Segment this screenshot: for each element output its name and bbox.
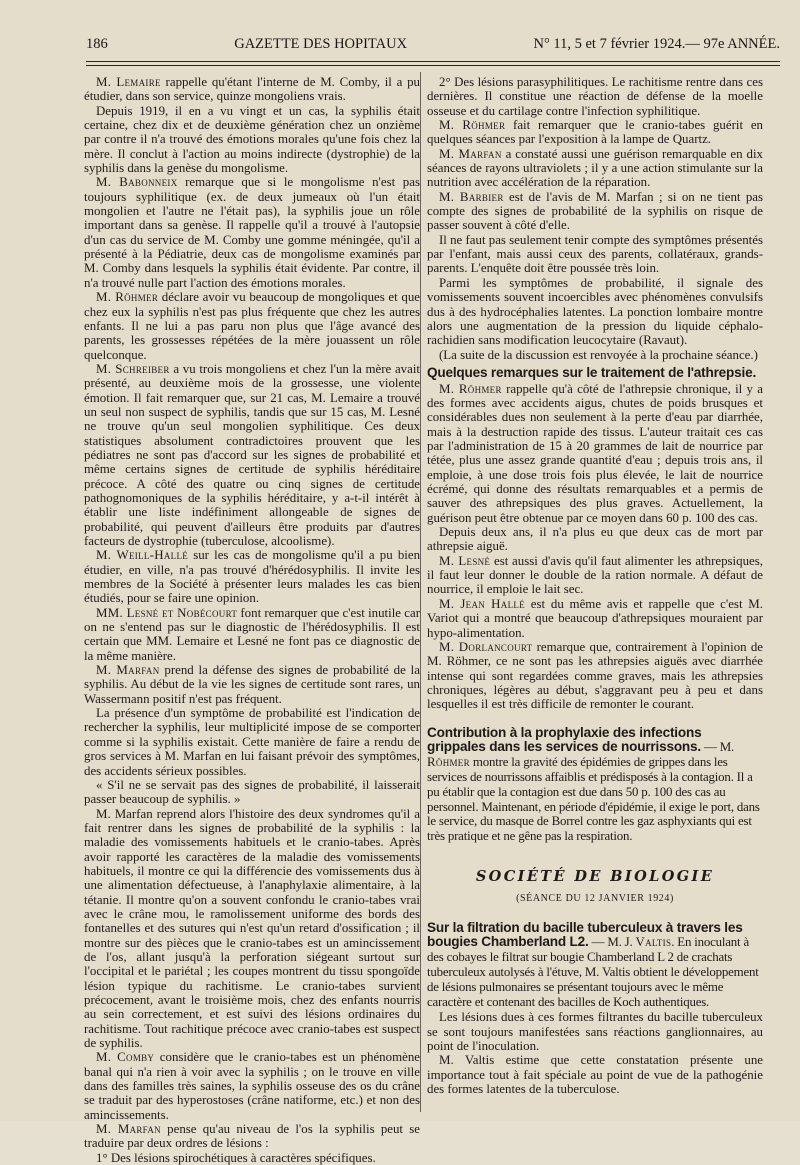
paragraph-text: Il ne faut pas seulement tenir compte des symptômes présentés par l'enfant, mais aussi ceux des parents, collatéraux, grands-parents. L'enquête doit être poussée très loin. xyxy=(427,232,763,276)
paragraph-text: est de l'avis de M. Marfan ; si on ne tient pas compte des signes de probabilité de la syphilis on risque de passer souvent à côté d'elle. xyxy=(427,189,763,233)
paragraph xyxy=(427,382,763,525)
paragraph xyxy=(84,778,420,807)
section-heading-filtration-lead: — M. J. xyxy=(588,935,636,950)
speaker-name: M. Barbier xyxy=(439,189,504,204)
right-column xyxy=(427,75,763,1110)
speaker-name: M. Weill-Hallé xyxy=(96,548,189,563)
paragraph-text: fait remarquer que le cranio-tabes guérit en quelques séances par l'exposition à la lampe de Quartz. xyxy=(427,118,763,147)
paragraph xyxy=(427,233,763,276)
journal-title: GAZETTE DES HOPITAUX xyxy=(234,36,408,52)
paragraph xyxy=(84,362,420,548)
paragraph-text: 2° Des lésions parasyphilitiques. Le rachitisme rentre dans ces dernières. Il constitue une réaction de défense de la moelle osseuse et du cartilage contre l'infection syphilitique. xyxy=(427,75,763,118)
paragraph-text: Parmi les symptômes de probabilité, il signale des vomissements souvent incoercibles avec phénomènes convulsifs dus à des hydrocéphalies latentes. La ponction lombaire montre alors une augmentation de la pression du liquide céphalo-rachidien sans modification leucocytaire (Ravaut). xyxy=(427,275,763,348)
paragraph-text: remarque que si le mongolisme n'est pas toujours syphilitique (ex. de deux jumeaux où l'un était mongolien et l'autre ne l'était pas), la syphilis joue un rôle important dans sa genèse. Il rappelle qu'il a trouvé à l'autopsie d'un cas du service de M. Comby une gomme méningée, qu'il a présenté à la Pédiatrie, deux cas de mongolisme examinés par M. Comby dans lesquels la syphilis était évidente. Par contre, il n'a trouvé nulle part l'action des émotions morales. xyxy=(84,175,420,290)
paragraph xyxy=(427,554,763,597)
section-heading-athrepsie: Quelques remarques sur le traitement de l'athrepsie. xyxy=(427,364,757,380)
section-heading-filtration-title: Sur la filtration du bacille tuberculeux à travers les bougies Chamberland L2. xyxy=(427,919,743,950)
section-filtration-body xyxy=(427,1010,763,1096)
paragraph xyxy=(84,706,420,778)
paragraph xyxy=(427,640,763,712)
paragraph-text: prend la défense des signes de probabilité de la syphilis. Au début de la vie les signes de certitude sont rares, un Wassermann positif n'est pas fréquent. xyxy=(84,663,420,706)
paragraph xyxy=(427,1010,763,1053)
author-name: Röhmer xyxy=(427,755,470,770)
paragraph-text: Depuis deux ans, il n'a plus eu que deux cas de mort par athrepsie aiguë. xyxy=(427,525,763,554)
section-athrepsie-body xyxy=(427,382,763,712)
issue-info: N° 11, 5 et 7 février 1924.— 97e ANNÉE. xyxy=(533,36,780,52)
paragraph xyxy=(427,147,763,190)
speaker-name: M. Röhmer xyxy=(439,118,506,133)
paragraph-text: « S'il ne se servait pas des signes de probabilité, il laisserait passer beaucoup de syphilis. » xyxy=(84,777,420,807)
page-header xyxy=(86,36,780,58)
paragraph xyxy=(84,606,420,663)
paragraph-text: déclare avoir vu beaucoup de mongoliques et que chez eux la syphilis n'est pas plus fréquente que chez les autres enfants. Il ne lui a pas paru non plus que l'âge avancé des parents, les grossesses répétées de la mère jouassent un rôle quelconque. xyxy=(84,290,420,362)
left-column xyxy=(84,75,421,1165)
paragraph-text: considère que le cranio-tabes est un phénomène banal qui n'a rien à voir avec la syphilis ; on le trouve en ville dans des familles très saines, la syphilis osseuse des os du crâne se traduit par des hyperostoses (crâne natiforme, etc.) et non des amincissements. xyxy=(84,1050,420,1122)
paragraph xyxy=(427,118,763,147)
paragraph-text: Les lésions dues à ces formes filtrantes du bacille tuberculeux se sont toujours manifestées sans réactions ganglionnaires, au point de l'inoculation. xyxy=(427,1010,763,1054)
speaker-name: M. Babonneix xyxy=(96,175,178,190)
author-name: Valtis xyxy=(635,935,672,950)
paragraph-text: pense qu'au niveau de l'os la syphilis peut se traduire par deux ordres de lésions : xyxy=(84,1122,420,1151)
column-divider xyxy=(420,72,421,1112)
speaker-name: M. Dorlancourt xyxy=(439,639,533,654)
paragraph xyxy=(84,290,420,362)
speaker-name: M. Röhmer xyxy=(439,381,502,396)
paragraph xyxy=(427,525,763,554)
paragraph-text: rappelle qu'à côté de l'athrepsie chronique, il y a des formes avec accidents aigus, chutes de poids brusques et considérables dues non seulement à la perte d'eau par diarrhée, mais à la destruction rapide des tissus. L'auteur traitait ces cas par l'administration de 15 à 20 grammes de lait de nourrice par tétée, plus une assez grande quantité d'eau ; depuis trois ans, il emploie, à une dose trois fois plus élevée, le lait de nourrice écrémé, qui donne des résultats remarquables et a permis de sauver des athrepsiques des plus graves. Actuellement, la guérison peut être obtenue par ce moyen dans 60 p. 100 des cas. xyxy=(427,381,763,525)
paragraph xyxy=(84,663,420,706)
paragraph-text: a vu trois mongoliens et chez l'un la mère avait présenté, au deuxième mois de la grossesse, une violente émotion. Il fait remarquer que, sur 21 cas, M. Lemaire a trouvé un seul non suspect de syphilis, tandis que sur 15 cas, M. Lesné ne trouve qu'un seul mongolien syphilitique. Ces deux statistiques absolument contradictoires prouvent que les pédiatres ne sont pas d'accord sur les signes de probabilité et même certains signes de certitude de syphilis héréditaire précoce. A côté des quatre ou cinq signes de certitude pathognomoniques de la syphilis héréditaire, y a-t-il intérêt à établir une liste indéfiniment allongeable de signes de probabilité, qui peuvent d'ailleurs être produits par d'autres facteurs de dystrophie (tuberculose, alcoolisme). xyxy=(84,361,421,548)
speaker-name: M. Jean Hallé xyxy=(439,596,525,611)
page-number: 186 xyxy=(86,36,108,52)
paragraph-text: M. Marfan reprend alors l'histoire des deux syndromes qu'il a fait rentrer dans les signes de probabilité de la syphilis : la maladie des vomissements habituels et le cranio-tabes. Après avoir rapporté les caractères de la maladie des vomissements habituels, il montre ce qui la différencie des vomissements dus à une alimentation défectueuse, à l'anaphylaxie alimentaire, à la tétanie. Il montre qu'on a souvent confondu le cranio-tabes vrai avec le crâne mou, le ramolissement uniforme des bords des fontanelles et des sutures qui n'est qu'un retard d'ossification ; il montre sur des pièces que le cranio-tabes est un amincissement de l'os, allant jusqu'à la perforation siégeant surtout sur l'occipital et le pariétal ; les coupes montrent du tissu spongoïde lésion typique du rachitisme. Le cranio-tabes survient précocement, avant le troisième mois, chez des enfants nourris au sein correctement, et est suivi des lésions ordinaires du rachitisme. Tout rachitique précoce avec cranio-tabes est suspect de syphilis. xyxy=(84,806,420,1051)
paragraph xyxy=(84,1151,420,1165)
speaker-name: M. Röhmer xyxy=(96,290,159,305)
society-session-date: (SÉANCE DU 12 JANVIER 1924) xyxy=(516,893,674,905)
paragraph xyxy=(84,548,420,605)
speaker-name: M. Schreiber xyxy=(96,361,170,376)
speaker-name: M. Comby xyxy=(96,1050,155,1065)
speaker-name: M. Lesné xyxy=(439,553,491,568)
speaker-name: M. Marfan xyxy=(439,146,502,161)
paragraph xyxy=(427,75,763,118)
paragraph-text: rappelle qu'étant l'interne de M. Comby, il a pu étudier, dans son service, quinze mongoliens vrais. xyxy=(84,75,420,104)
paragraph-text: 1° Des lésions spirochétiques à caractères spécifiques. xyxy=(96,1150,376,1165)
paragraph-text: est aussi d'avis qu'il faut alimenter les athrepsiques, il faut leur donner le double de la ration normale. A défaut de nourrice, il emploie le lait sec. xyxy=(427,553,763,597)
paragraph-text: font remarquer que c'est inutile car on ne s'entend pas sur le diagnostic de l'hérédosyphilis. Il est certain que MM. Lemaire et Lesné ne font pas ce diagnostic de la même manière. xyxy=(84,605,420,663)
section-heading-grippe-title: Contribution à la prophylaxie des infections grippales dans les services de nourrissons. xyxy=(427,724,702,755)
speaker-name: M. Marfan xyxy=(96,663,160,678)
paragraph-text: M. Valtis estime que cette constatation présente une importance tout à fait spéciale au point de vue de la pathogénie des formes latentes de la tuberculose. xyxy=(427,1053,763,1097)
header-rule-bottom xyxy=(86,65,780,66)
paragraph-text: est du même avis et rappelle que c'est M. Variot qui a montré que beaucoup d'athrepsiques mouraient par hypo-alimentation. xyxy=(427,596,763,640)
paragraph xyxy=(427,348,763,362)
section-grippe-text: montre la gravité des épidémies de grippes dans les services de nourrissons affaiblis et prédisposés à la contagion. Il a pu établir que la contagion est due dans 50 p. 100 des cas au personnel. Maintenant, en période d'épidémie, il exige le port, dans le service, du masque de Borrel contre les gaz asphyxiants qui est très pratique et ne gêne pas la respiration. xyxy=(427,755,760,844)
paragraph xyxy=(84,1050,420,1122)
paragraph-text: (La suite de la discussion est renvoyée à la prochaine séance.) xyxy=(439,347,758,362)
paragraph xyxy=(427,1053,763,1096)
paragraph-text: remarque que, contrairement à l'opinion de M. Röhmer, ce ne sont pas les athrepsies aiguës avec diarrhée intense qui sont regardées comme graves, mais les athrepsies chroniques, légères au début, s'aggravant peu à peu et dans lesquelles il est très difficile de remonter le courant. xyxy=(427,639,763,712)
speaker-name: M. Lemaire xyxy=(96,75,161,89)
paragraph xyxy=(427,276,763,348)
section-heading-grippe xyxy=(427,726,763,844)
paragraph xyxy=(84,104,420,176)
paragraph xyxy=(84,1122,420,1151)
paragraph xyxy=(84,75,420,104)
paragraph-text: sur les cas de mongolisme qu'il a pu bien étudier, en ville, n'a pas trouvé d'hérédosyphilis. Il invite les membres de la Société à présenter leurs malades les cas bien étudiés, pour se faire une opinion. xyxy=(84,548,421,606)
paragraph xyxy=(427,190,763,233)
paragraph xyxy=(427,597,763,640)
discussion-continuation xyxy=(427,75,763,362)
paragraph-text: La présence d'un symptôme de probabilité est l'indication de rechercher la syphilis, leur multiplicité impose de se comporter comme si la syphilis existait. Cette manière de faire a rendu de gros services à M. Marfan en lui faisant prévoir des symptômes, des accidents sérieux possibles. xyxy=(84,706,420,778)
speaker-name: MM. Lesné et Nobécourt xyxy=(96,605,238,620)
section-heading-filtration xyxy=(427,921,763,1010)
section-heading-grippe-lead: — M. xyxy=(700,740,734,755)
header-rule-top xyxy=(86,61,780,62)
paragraph xyxy=(84,175,420,290)
section-filtration-text: . En inoculant à des cobayes le filtrat sur bougie Chamberland L 2 de crachats tuberculeux autolysés à l'étuve, M. Valtis obtient le développement de lésions pulmonaires se présentant toujours avec le même caractère et contenant des bacilles de Koch authentiques. xyxy=(427,935,759,1009)
paragraph xyxy=(84,807,420,1051)
society-title: SOCIÉTÉ DE BIOLOGIE xyxy=(475,867,715,885)
speaker-name: M. Marfan xyxy=(96,1122,161,1137)
paragraph-text: a constaté aussi une guérison remarquable en dix séances de rayons ultraviolets ; il y a une action stimulante sur la nutrition avec accélération de la réparation. xyxy=(427,146,763,190)
paragraph-text: Depuis 1919, il en a vu vingt et un cas, la syphilis était certaine, chez dix et de deuxième génération chez un onzième par contre il n'a trouvé des émotions morales qu'une fois chez la mère. Il conclut à l'action au moins indirecte (dystrophie) de la syphilis dans la genèse du mongolisme. xyxy=(84,103,420,176)
